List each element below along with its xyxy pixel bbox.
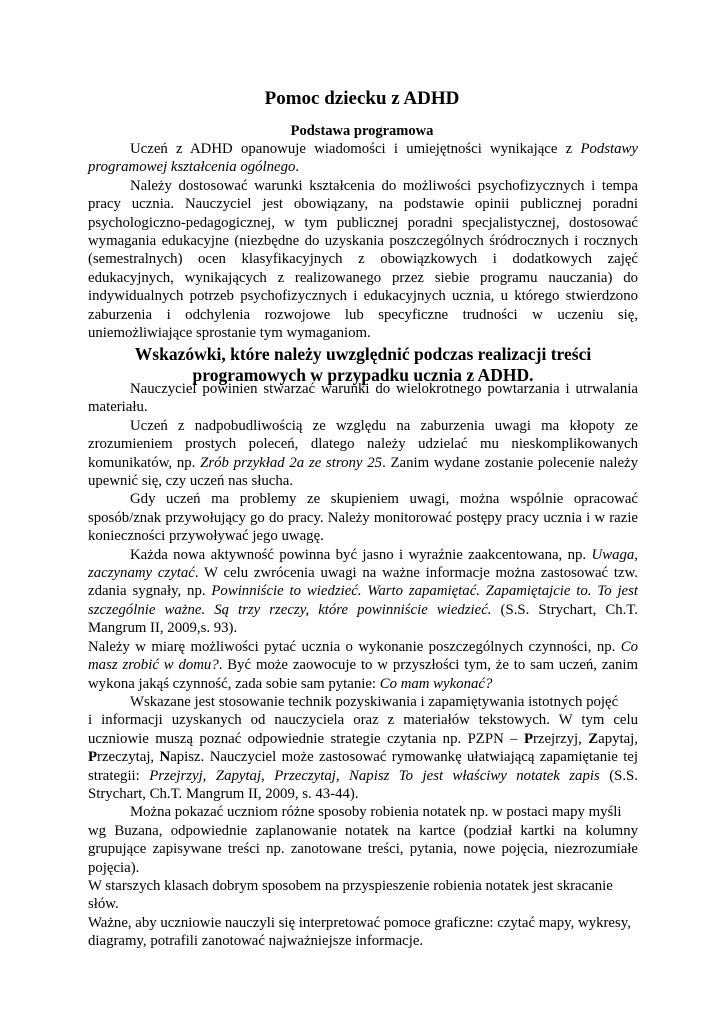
- text-run: .: [295, 159, 300, 176]
- page-title: Pomoc dziecku z ADHD: [264, 88, 460, 109]
- italic-example: Co mam wykonać?: [379, 675, 493, 692]
- bold-initial: N: [159, 749, 171, 766]
- text-run: Ważne, aby uczniowie nauczyli się interpretować pomoce graficzne: czytać mapy, wykresy, diagramy, potrafili zanotować najważniejsze informacje.: [88, 914, 631, 950]
- paragraph: [88, 177, 638, 343]
- section-core-curriculum: [88, 140, 638, 342]
- paragraph: [88, 417, 638, 491]
- text-run: Nauczyciel powinien stwarzać warunki do wielokrotnego powtarzania i utrwalania materiału.: [88, 381, 638, 416]
- paragraph: [88, 822, 638, 877]
- paragraph: [88, 914, 638, 951]
- paragraph: [88, 711, 638, 803]
- text-run: . Zanim wydane zostanie polecenie należy upewnić się, czy uczeń nas słucha.: [88, 454, 638, 490]
- text-run: rzeczytaj,: [97, 749, 160, 766]
- text-run: W starszych klasach dobrym sposobem na przyspieszenie robienia notatek jest skracanie słów.: [88, 877, 613, 913]
- heading-line: Wskazówki, które należy uwzględnić podczas realizacji treści: [134, 344, 592, 364]
- text-run: . W celu zwrócenia uwagi na ważne informacje można zastosować tzw. zdania sygnały, np.: [88, 565, 638, 600]
- text-run: Gdy uczeń ma problemy ze skupieniem uwagi, można wspólnie opracować sposób/znak przywołujący go do pracy. Należy monitorować postępy pracy ucznia i w razie konieczności przywoływać jego uwagę.: [88, 491, 638, 545]
- text-run: i informacji uzyskanych od nauczyciela oraz z materiałów tekstowych. W tym celu uczniowie muszą poznać odpowiednie strategie czytania np. PZPN –: [88, 712, 638, 747]
- italic-mnemonic: Przejrzyj, Zapytaj, Przeczytaj, Napisz To jest właściwy notatek zapis: [149, 767, 600, 784]
- paragraph: [88, 490, 638, 545]
- text-run: Uczeń z nadpobudliwością ze względu na zaburzenia uwagi ma kłopoty ze zrozumieniem prostych poleceń, dlatego należy udzielać mu nieskomplikowanych komunikatów, np.: [88, 417, 638, 471]
- paragraph: [88, 877, 638, 914]
- text-run: (S.S. Strychart, Ch.T. Mangrum II, 2009, s. 43-44).: [88, 767, 638, 802]
- bold-initial: Z: [588, 730, 599, 747]
- paragraph: [88, 380, 638, 417]
- paragraph-first-line: [88, 803, 638, 821]
- paragraph: [88, 546, 638, 638]
- bold-initial: P: [523, 730, 533, 747]
- text-run: rzejrzyj,: [532, 730, 589, 747]
- italic-example: Powinniście to wiedzieć. Warto zapamiętać. Zapamiętajcie to. To jest szczególnie ważne. Są trzy rzeczy, które powinniście wiedzieć.: [88, 583, 638, 618]
- text-run: (S.S. Strychart, Ch.T. Mangrum II, 2009,s. 93).: [88, 601, 638, 637]
- text-run: Uczeń z ADHD opanowuje wiadomości i umiejętności wynikające z: [130, 141, 581, 157]
- section-guidelines: [88, 380, 638, 951]
- bold-initial: P: [88, 749, 98, 766]
- text-run: Można pokazać uczniom różne sposoby robienia notatek np. w postaci mapy myśli: [130, 804, 622, 821]
- text-run: wg Buzana, odpowiednie zaplanowanie notatek na kartce (podział kartki na kolumny grupujące zapisywane treści np. zanotowane treści, pytania, nowe pojęcia, niezrozumiałe pojęcia).: [88, 822, 638, 876]
- text-run: Należy dostosować warunki kształcenia do możliwości psychofizycznych i tempa pracy ucznia. Nauczyciel jest obowiązany, na podstawie opinii publicznej poradni psychologiczno-pedagogicznej, w tym publicznej poradni specjalistycznej, dostosować wymagania edukacyjne (niezbędne do uzyskania poszczególnych śródrocznych i rocznych (semestralnych) ocen klasyfikacyjnych z obowiązkowych i dodatkowych zajęć edukacyjnych, wynikających z realizowanego przez siebie programu nauczania) do indywidualnych potrzeb psychofizycznych i edukacyjnych ucznia, u którego stwierdzono zaburzenia i odchylenia rozwojowe lub specyficzne trudności w uczeniu się, uniemożliwiające sprostanie tym wymaganiom.: [88, 177, 638, 342]
- paragraph: [88, 638, 638, 693]
- italic-example: Uwaga, zaczynamy czytać: [88, 546, 638, 582]
- paragraph: [88, 140, 638, 177]
- italic-citation: Podstawy programowej kształcenia ogólnego: [88, 141, 638, 176]
- text-run: Nauczyciel może zastosować rymowankę ułatwiającą zapamiętanie tej strategii:: [88, 749, 638, 784]
- text-run: . Być może zaowocuje to w przyszłości tym, że to sam uczeń, zanim wykona jakąś czynność, zada sobie sam pytanie:: [88, 657, 639, 692]
- italic-example: Co masz zrobić w domu?: [88, 638, 638, 674]
- text-run: apytaj,: [598, 730, 638, 747]
- text-run: Należy w miarę możliwości pytać ucznia o wykonanie poszczególnych czynności, np.: [88, 638, 621, 655]
- paragraph-first-line: [88, 693, 638, 711]
- text-run: apisz.: [170, 749, 205, 766]
- section-heading-core-curriculum: Podstawa programowa: [290, 123, 434, 139]
- italic-example: Zrób przykład 2a ze strony 25: [200, 454, 383, 471]
- heading-line: programowych w przypadku ucznia z ADHD.: [192, 365, 534, 385]
- text-run: Wskazane jest stosowanie technik pozyskiwania i zapamiętywania istotnych pojęć: [130, 693, 619, 710]
- text-run: Każda nowa aktywność powinna być jasno i wyraźnie zaakcentowana, np.: [130, 546, 592, 563]
